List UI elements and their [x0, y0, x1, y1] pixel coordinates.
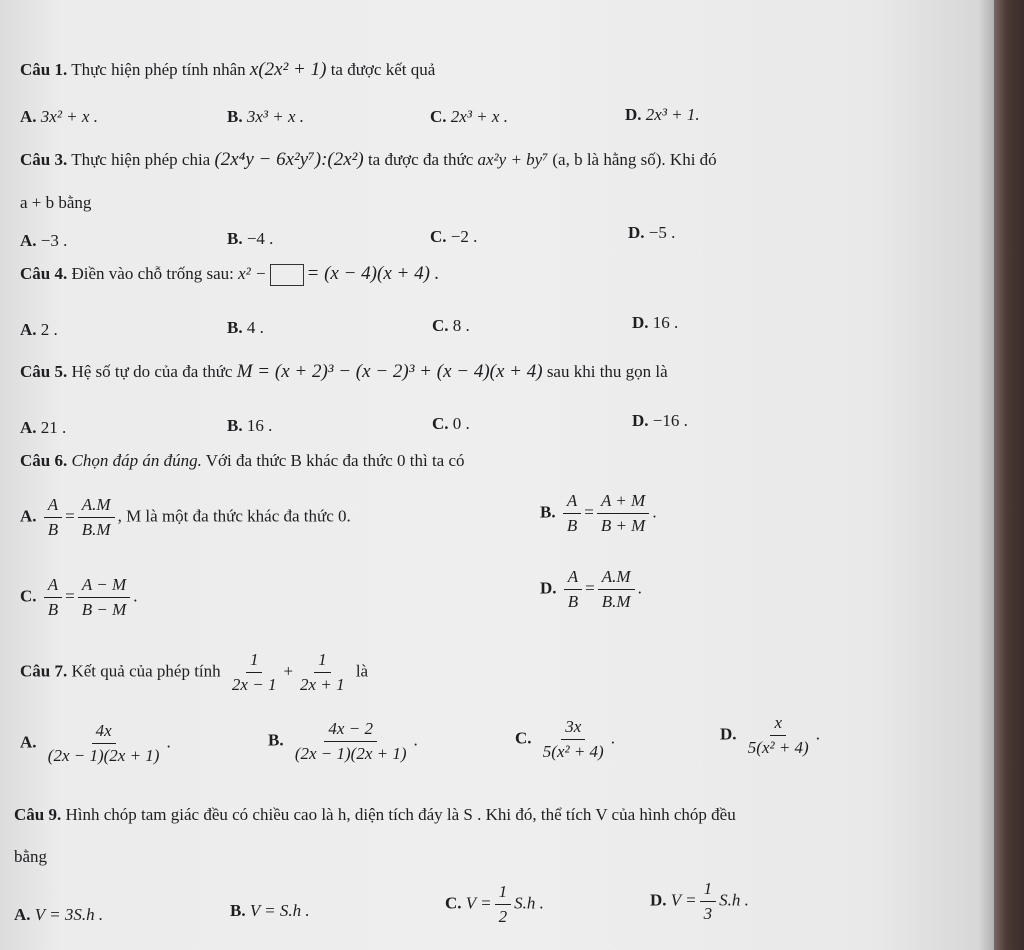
option-a: A. $\frac{4x}{(2x - 1)(2x + 1)}$ . [20, 721, 171, 765]
question-text: Hệ số tự do của đa thức [71, 362, 233, 381]
math-expression-left: x² − [238, 264, 267, 283]
option-d: D. 2x³ + 1. [625, 105, 700, 124]
question-label: Câu 4. [20, 264, 68, 283]
option-b: B. V = S.h . [230, 901, 310, 920]
option-a: A. 3x² + x . [20, 107, 98, 126]
option-c: C. $\frac{3x}{\text{5(x² + 4)}}$ . [515, 717, 615, 761]
option-d: D. −5 . [628, 223, 676, 242]
option-c: C. $\frac{A}{B}$ = $\frac{A - M}{B - M}$ . [20, 575, 138, 619]
option-b: B. $\frac{4x - 2}{(2x - 1)(2x + 1)}$ . [268, 719, 418, 763]
question-label: Câu 1. [20, 60, 68, 79]
option-d: D. V = $\frac{1}{3}$ S.h . [650, 879, 749, 923]
math-expression: (2x⁴y − 6x²y⁷):(2x²) [214, 149, 364, 170]
option-d: D. $\frac{x}{\text{5(x² + 4)}}$ . [720, 713, 820, 757]
option-d: D. $\frac{A}{B}$ = $\frac{A.M}{B.M}$ . [540, 567, 642, 611]
background-edge [994, 0, 1024, 950]
option-a: A. −3 . [20, 231, 68, 250]
question-5 [20, 362, 668, 381]
option-a: A. 21 . [20, 418, 67, 437]
option-b: B. 3x³ + x . [227, 107, 305, 126]
question-6 [20, 452, 465, 469]
question-9 [14, 806, 736, 823]
math-polynomial: ax²y + by⁷ [477, 150, 549, 169]
question-label: Câu 5. [20, 362, 68, 381]
option-c: C. V = $\frac{1}{2}$ S.h . [445, 882, 544, 926]
option-b: B. 16 . [227, 416, 273, 435]
question-tail: ta được kết quả [330, 60, 436, 79]
question-text: Điền vào chỗ trống sau: [71, 264, 234, 283]
option-c: C. 0 . [432, 414, 470, 433]
math-expression-right: = (x − 4)(x + 4) . [306, 263, 440, 284]
question-text: Kết quả của phép tính [71, 661, 221, 681]
question-4 [20, 264, 439, 286]
question-7: Câu 7. Kết quả của phép tính $\frac{1}{2x - 1}$ + $\frac{1}{2x + 1}$ là [20, 650, 369, 694]
question-tail: sau khi thu gọn là [546, 362, 668, 381]
question-tail: là [355, 661, 369, 681]
question-tail: (a, b là hằng số). Khi đó [552, 150, 717, 169]
option-a: A. 2 . [20, 320, 58, 339]
option-b: B. 4 . [227, 318, 264, 337]
question-mid: ta được đa thức [367, 150, 474, 169]
option-b: B. −4 . [227, 229, 274, 248]
page-edge-shadow [978, 0, 994, 950]
option-c: C. 2x³ + x . [430, 107, 508, 126]
option-c: C. −2 . [430, 227, 478, 246]
option-d: D. 16 . [632, 313, 679, 332]
question-text: Thực hiện phép chia [71, 150, 211, 169]
question-text: Thực hiện phép tính nhân [71, 60, 246, 79]
option-a: A. V = 3S.h . [14, 905, 104, 924]
question-3 [20, 150, 717, 169]
question-3-line2: a + b bằng [20, 193, 92, 212]
fraction: $\frac{1}{2x + 1}$ [300, 650, 345, 694]
question-label: Câu 9. [14, 805, 62, 824]
question-1 [20, 60, 435, 79]
question-text: Với đa thức B khác đa thức 0 thì ta có [205, 451, 465, 470]
math-expression: M = (x + 2)³ − (x − 2)³ + (x − 4)(x + 4) [236, 361, 543, 382]
question-9-line2: bằng [14, 847, 48, 866]
question-label: Câu 6. [20, 451, 68, 470]
option-c: C. 8 . [432, 316, 470, 335]
option-d: D. −16 . [632, 411, 688, 430]
fraction: $\frac{1}{2x - 1}$ [231, 650, 277, 694]
question-instruction: Chọn đáp án đúng. [71, 451, 202, 470]
option-b: B. $\frac{A}{B}$ = $\frac{A + M}{B + M}$ . [540, 491, 657, 535]
blank-box [270, 264, 304, 286]
option-a: A. $\frac{A}{B}$ = $\frac{A.M}{B.M}$ , M là một đa thức khác đa thức 0. [20, 495, 351, 539]
question-text: Hình chóp tam giác đều có chiều cao là h, diện tích đáy là S . Khi đó, thể tích V của hình chóp đều [65, 805, 736, 824]
math-expression: x(2x² + 1) [249, 59, 327, 80]
question-label: Câu 7. [20, 661, 68, 681]
question-label: Câu 3. [20, 150, 68, 169]
